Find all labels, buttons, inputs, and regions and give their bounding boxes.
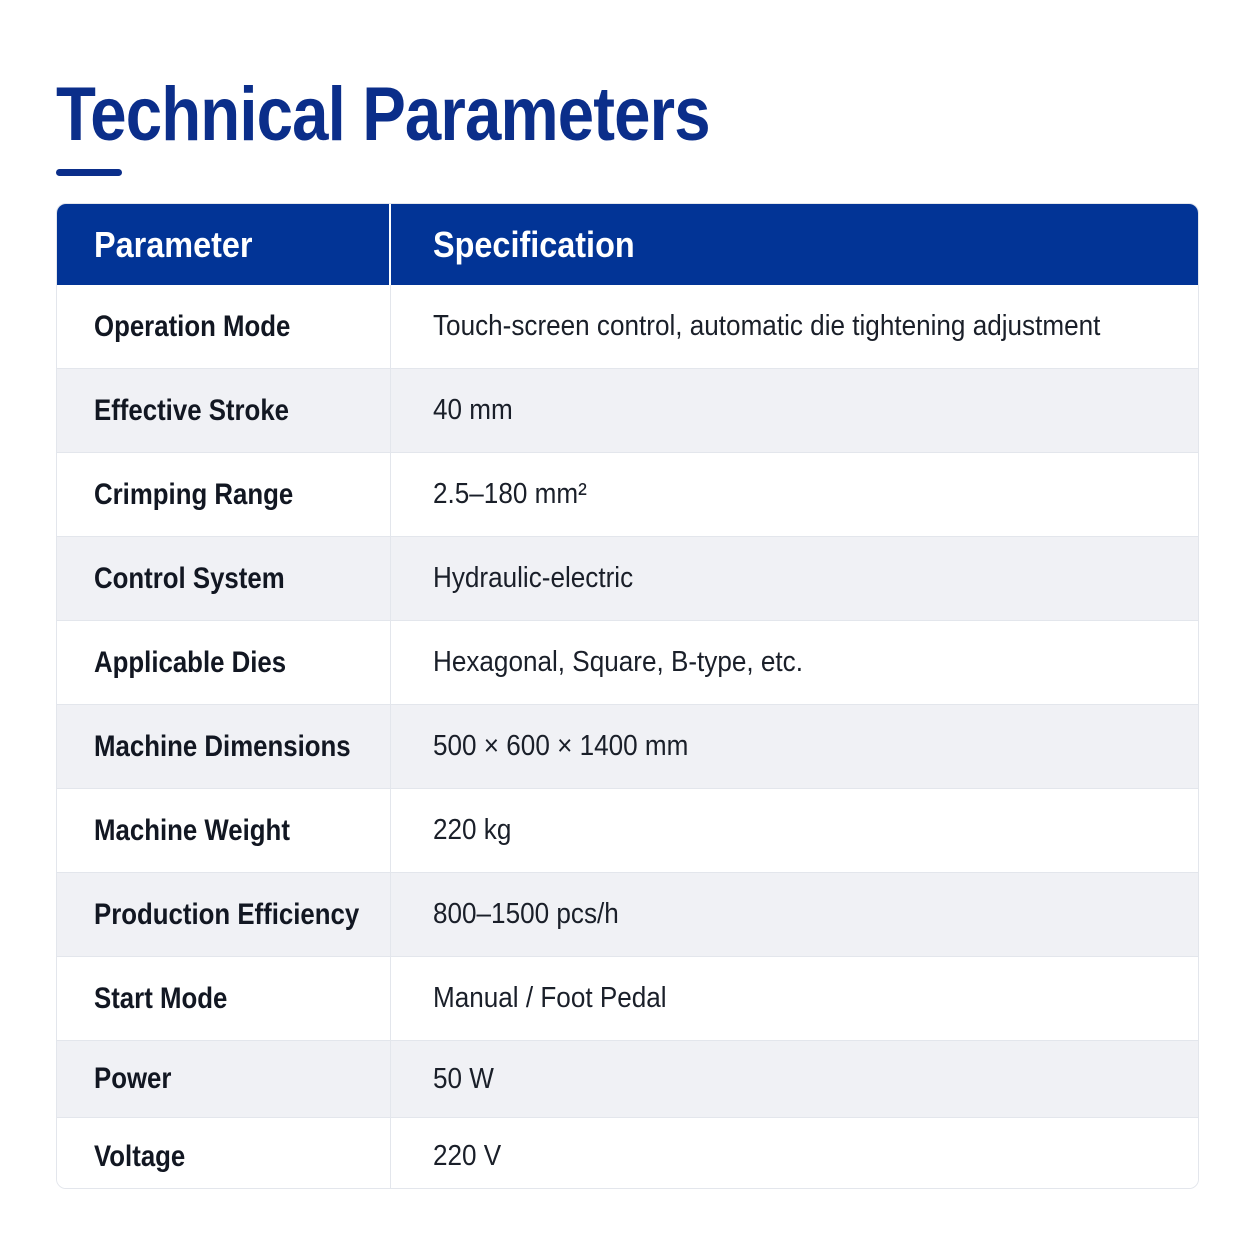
specification-cell [391,285,1198,368]
specification-value: 220 V [433,1140,502,1172]
parameter-cell [57,369,391,452]
title-underline [56,169,122,176]
table-row [57,957,1198,1041]
specification-value: Hydraulic-electric [433,562,634,594]
table-row [57,537,1198,621]
parameter-name: Power [94,1062,172,1095]
table-row [57,285,1198,369]
specification-value: 50 W [433,1062,494,1095]
parameter-cell [57,453,391,536]
specification-value: 220 kg [433,814,512,846]
specification-cell [391,873,1198,956]
parameter-cell [57,705,391,788]
specification-value: Hexagonal, Square, B-type, etc. [433,646,803,678]
specification-value: Touch-screen control, automatic die tightening adjustment [433,310,1101,342]
specification-cell [391,957,1198,1040]
specification-value: 2.5–180 mm² [433,478,587,510]
table-row [57,453,1198,537]
parameter-cell [57,873,391,956]
specification-cell [391,789,1198,872]
parameters-table [56,203,1199,1189]
parameter-name: Control System [94,561,285,595]
specification-value: 500 × 600 × 1400 mm [433,730,689,762]
header-label-parameter: Parameter [94,223,253,265]
parameter-cell [57,789,391,872]
specification-cell [391,1041,1198,1117]
header-label-specification: Specification [433,223,635,265]
specification-value: 800–1500 pcs/h [433,898,619,930]
specification-cell [391,369,1198,452]
parameter-name: Start Mode [94,981,228,1015]
table-row [57,1118,1198,1189]
table-row [57,789,1198,873]
parameter-name: Crimping Range [94,477,294,511]
table-row [57,705,1198,789]
parameter-cell [57,285,391,368]
parameter-name: Voltage [94,1139,186,1173]
page-title: Technical Parameters [56,72,710,157]
parameter-cell [57,1041,391,1117]
table-row [57,1041,1198,1118]
parameter-name: Applicable Dies [94,645,287,679]
specification-value: Manual / Foot Pedal [433,982,667,1014]
parameter-name: Operation Mode [94,309,291,343]
parameter-cell [57,957,391,1040]
specification-cell [391,453,1198,536]
header-cell-specification [391,204,1198,285]
parameter-name: Machine Dimensions [94,729,351,763]
parameter-cell [57,621,391,704]
specification-cell [391,705,1198,788]
parameter-name: Effective Stroke [94,393,290,427]
table-row [57,621,1198,705]
specification-value: 40 mm [433,394,513,426]
header-cell-parameter [57,204,391,285]
parameter-name: Production Efficiency [94,897,360,931]
parameter-cell [57,1118,391,1189]
parameter-cell [57,537,391,620]
table-header-row [57,204,1198,285]
table-row [57,369,1198,453]
table-row [57,873,1198,957]
parameter-name: Machine Weight [94,813,290,847]
specification-cell [391,1118,1198,1189]
specification-cell [391,621,1198,704]
specification-cell [391,537,1198,620]
